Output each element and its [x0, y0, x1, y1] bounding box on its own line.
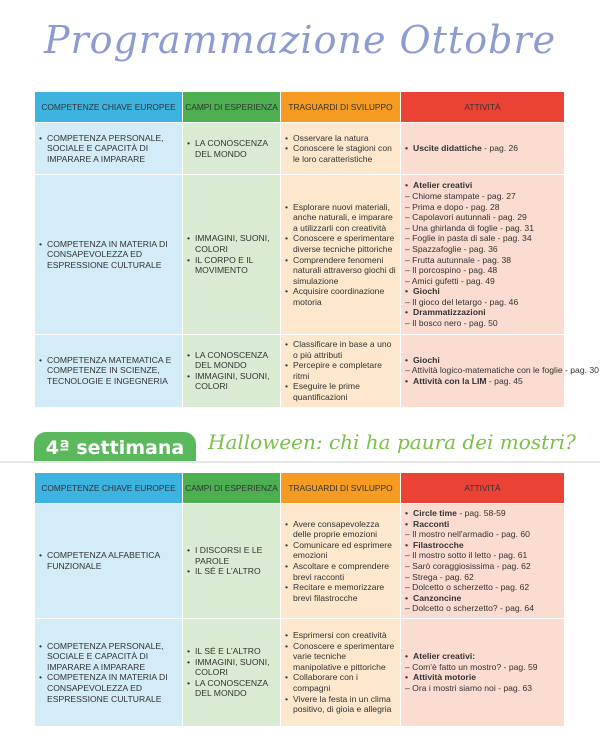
activity-item: – Com'è fatto un mostro? - pag. 59 — [405, 661, 538, 672]
header-competenze: COMPETENZE CHIAVE EUROPEE — [35, 473, 183, 503]
list-item: • Conoscere le stagioni con le loro caratteristiche — [285, 143, 396, 164]
list-item: • LA CONOSCENZA DEL MONDO — [187, 138, 276, 159]
list-item: • Collaborare con i compagni — [285, 672, 396, 693]
cell-traguardi — [281, 618, 401, 726]
activity-page-ref: - pag. 45 — [486, 376, 523, 387]
cell-attivita — [401, 334, 599, 407]
cell-campi — [183, 174, 281, 334]
activity-heading-label: Attività con la LIM — [413, 376, 487, 387]
header-traguardi: TRAGUARDI DI SVILUPPO — [281, 92, 401, 122]
list-item: • LA CONOSCENZA DEL MONDO — [187, 350, 276, 371]
list-item: • Eseguire le prime quantificazioni — [285, 381, 396, 402]
activity-heading-label: Attività motorie — [413, 672, 477, 683]
list-item: • Avere consapevolezza delle proprie emozioni — [285, 519, 396, 540]
list-item: • IL CORPO E IL MOVIMENTO — [187, 255, 276, 276]
activity-item: – Attività logico-matematiche con le foglie - pag. 30 — [405, 365, 599, 376]
list-item: • Esprimersi con creatività — [285, 630, 396, 641]
cell-campi — [183, 503, 281, 618]
list-item: • IL SÉ E L'ALTRO — [187, 646, 276, 657]
header-campi: CAMPI DI ESPERIENZA — [183, 92, 281, 122]
activity-heading — [405, 508, 560, 519]
cell-traguardi — [281, 122, 401, 174]
cell-competenze — [35, 174, 183, 334]
week-title: Halloween: chi ha paura dei mostri? — [208, 430, 576, 454]
activity-item: – Il mostro sotto il letto - pag. 61 — [405, 550, 528, 561]
activity-item: – Frutta autunnale - pag. 38 — [405, 254, 512, 265]
activity-item: – Il porcospino - pag. 48 — [405, 265, 498, 276]
activity-heading — [405, 286, 560, 297]
activity-heading-label: Uscite didattiche — [413, 143, 482, 154]
cell-competenze — [35, 122, 183, 174]
table-row — [35, 174, 565, 334]
list-item: • COMPETENZA IN MATERIA DI CONSAPEVOLEZZA ED ESPRESSIONE CULTURALE — [39, 239, 178, 271]
activity-heading-label: Filastrocche — [413, 539, 464, 550]
list-item: • Comunicare ed esprimere emozioni — [285, 540, 396, 561]
activity-heading — [405, 307, 560, 318]
activity-item: – Foglie in pasta di sale - pag. 34 — [405, 233, 532, 244]
activity-item: – Il mostro nell'armadio - pag. 60 — [405, 529, 530, 540]
cell-competenze — [35, 503, 183, 618]
activity-item: – Prima e dopo - pag. 28 — [405, 201, 500, 212]
activity-heading — [405, 672, 560, 683]
table-row — [35, 503, 565, 618]
table-row — [35, 618, 565, 726]
cell-attivita — [401, 618, 565, 726]
activity-item: – Spazzafoglie - pag. 36 — [405, 243, 498, 254]
page-title: Programmazione Ottobre — [43, 18, 557, 62]
header-campi: CAMPI DI ESPERIENZA — [183, 473, 281, 503]
activity-item: – Dolcetto o scherzetto? - pag. 64 — [405, 603, 534, 614]
cell-attivita — [401, 174, 565, 334]
list-item: • COMPETENZA MATEMATICA E COMPETENZE IN SCIENZE, TECNOLOGIE E INGEGNERIA — [39, 355, 178, 387]
programming-table-october — [35, 92, 599, 407]
activity-heading — [405, 519, 560, 530]
activity-heading-label: Drammatizzazioni — [413, 307, 486, 318]
activity-heading — [405, 143, 560, 154]
table2-body — [35, 503, 565, 726]
activity-heading-label: Giochi — [413, 286, 440, 297]
activity-heading-label: Giochi — [413, 354, 440, 365]
activity-heading-label: Atelier creativi — [413, 180, 473, 191]
list-item: • Vivere la festa in un clima positivo, di gioia e allegria — [285, 694, 396, 715]
activity-heading — [405, 180, 560, 191]
list-item: • COMPETENZA IN MATERIA DI CONSAPEVOLEZZA ED ESPRESSIONE CULTURALE — [39, 672, 178, 704]
activity-heading — [405, 593, 560, 604]
header-attivita: ATTIVITÀ — [401, 92, 565, 122]
cell-attivita — [401, 503, 565, 618]
activity-item: – Capolavori autunnali - pag. 29 — [405, 212, 527, 223]
activity-item: – Sarò coraggiosissima - pag. 62 — [405, 560, 531, 571]
list-item: • Comprendere fenomeni naturali attraverso giochi di simulazione — [285, 255, 396, 287]
list-item: • Classificare in base a uno o più attributi — [285, 339, 396, 360]
list-item: • IL SÉ E L'ALTRO — [187, 566, 276, 577]
list-item: • Recitare e memorizzare brevi filastrocche — [285, 582, 396, 603]
list-item: • Percepire e completare ritmi — [285, 360, 396, 381]
activity-page-ref: - pag. 58-59 — [456, 508, 506, 518]
table-row — [35, 334, 565, 407]
activity-heading — [405, 355, 560, 366]
table-row — [35, 122, 565, 174]
activity-heading-label: Atelier creativi: — [413, 651, 476, 662]
header-traguardi: TRAGUARDI DI SVILUPPO — [281, 473, 401, 503]
cell-traguardi — [281, 334, 401, 407]
activity-item: – Ora i mostri siamo noi - pag. 63 — [405, 683, 533, 694]
activity-item: – Chiome stampate - pag. 27 — [405, 190, 516, 201]
cell-campi — [183, 334, 281, 407]
week-badge: 4ª settimana — [34, 432, 196, 462]
cell-traguardi — [281, 174, 401, 334]
list-item: • LA CONOSCENZA DEL MONDO — [187, 678, 276, 699]
activity-item: – Dolcetto o scherzetto - pag. 62 — [405, 582, 530, 593]
table1-body — [35, 122, 599, 407]
cell-campi — [183, 122, 281, 174]
cell-competenze — [35, 618, 183, 726]
programming-table-week4 — [35, 473, 565, 726]
activity-item: – Amici gufetti - pag. 49 — [405, 275, 495, 286]
list-item: • COMPETENZA PERSONALE, SOCIALE E CAPACITÀ DI IMPARARE A IMPARARE — [39, 133, 178, 165]
cell-campi — [183, 618, 281, 726]
list-item: • IMMAGINI, SUONI, COLORI — [187, 657, 276, 678]
activity-item: – Il bosco nero - pag. 50 — [405, 318, 498, 329]
list-item: • IMMAGINI, SUONI, COLORI — [187, 233, 276, 254]
list-item: • Conoscere e sperimentare diverse tecniche pittoriche — [285, 233, 396, 254]
activity-heading — [405, 376, 560, 387]
activity-item: – Il gioco del letargo - pag. 46 — [405, 296, 519, 307]
list-item: • Ascoltare e comprendere brevi racconti — [285, 561, 396, 582]
activity-heading-label: Racconti — [413, 518, 450, 529]
list-item: • Conoscere e sperimentare varie tecniche manipolative e pittoriche — [285, 641, 396, 673]
list-item: • Osservare la natura — [285, 133, 396, 144]
activity-page-ref: - pag. 26 — [481, 143, 519, 154]
activity-item: – Strega - pag. 62 — [405, 571, 474, 582]
list-item: • IMMAGINI, SUONI, COLORI — [187, 371, 276, 392]
activity-item: – Una ghirlanda di foglie - pag. 31 — [405, 222, 534, 233]
activity-heading-label: Canzoncine — [413, 592, 462, 603]
list-item: • I DISCORSI E LE PAROLE — [187, 545, 276, 566]
cell-competenze — [35, 334, 183, 407]
list-item: • Acquisire coordinazione motoria — [285, 286, 396, 307]
cell-traguardi — [281, 503, 401, 618]
cell-attivita — [401, 122, 565, 174]
list-item: • Esplorare nuovi materiali, anche naturali, e imparare a utilizzarli con creatività — [285, 202, 396, 234]
activity-heading — [405, 540, 560, 551]
activity-heading-label: Circle time — [413, 508, 457, 518]
header-attivita: ATTIVITÀ — [401, 473, 565, 503]
list-item: • COMPETENZA ALFABETICA FUNZIONALE — [39, 550, 178, 571]
section-divider — [0, 461, 600, 463]
list-item: • COMPETENZA PERSONALE, SOCIALE E CAPACITÀ DI IMPARARE A IMPARARE — [39, 641, 178, 673]
activity-heading — [405, 651, 560, 662]
header-competenze: COMPETENZE CHIAVE EUROPEE — [35, 92, 183, 122]
